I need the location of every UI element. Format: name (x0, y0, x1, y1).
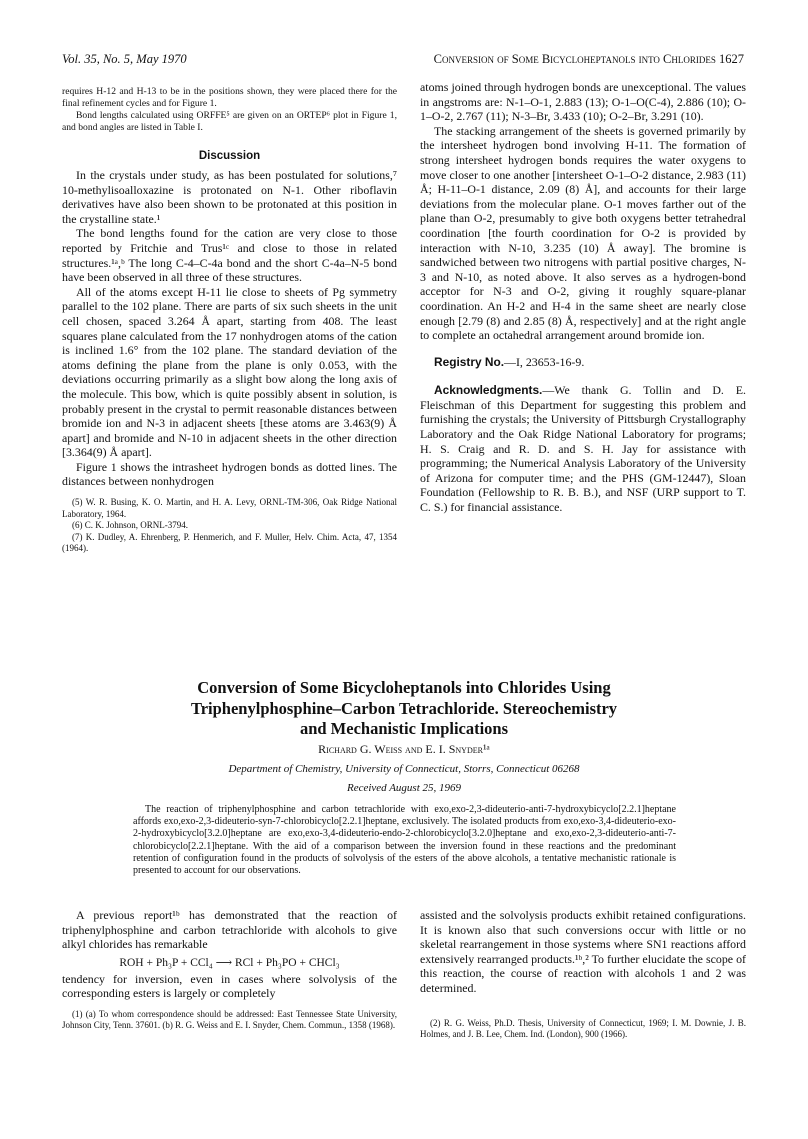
registry-value: —I, 23653-16-9. (504, 354, 585, 369)
registry-number (420, 355, 746, 370)
article-authors: Richard G. Weiss and E. I. Snyder¹ᵃ (318, 742, 490, 756)
stacking-paragraph: The stacking arrangement of the sheets is governed primarily by the intersheet hydrogen bond involving H-11. The formation of strong intersheet hydrogen bonds requires the water oxygens to move closer to one another [intersheet O-1–O-2 distance, 2.983 (11) Å; H-11–O-1 distance, 2.09 (8) Å], and accounts for their large deviations from the molecular plane. O-1 moves farther out of the plane than O-2, presumably to give both oxygens better tetrahedral coordination [the fourth coordination for O-2 is provided by interaction with N-10, 3.235 (10) Å away]. The bromine is sandwiched between two nitrogens with partial positive charges, N-3 and N-10, as noted above. It also serves as a hydrogen-bond acceptor for N-3 and O-2, giving it roughly square-planar coordination. An H-2 and H-4 in the same sheet are nearly close enough [2.79 (8) and 2.85 (8) Å, respectively] and at the right angle to complete an octahedral arrangement around bromide ion. (420, 123, 746, 343)
title-line-2: Triphenylphosphine–Carbon Tetrachloride. Stereochemistry (190, 698, 618, 718)
acknowledgments-label: Acknowledgments. (434, 383, 543, 398)
article-abstract: The reaction of triphenylphosphine and carbon tetrachloride with exo,exo-2,3-dideuterio-anti-7-hydroxybicyclo[2.2.1]heptane affords exo,exo-2,3-dideuterio-syn-7-chlorobicyclo[2.2.1]heptane, exclusively. The isolated products from exo,exo-3,4-dideuterio-exo-2-hydroxybicyclo[3.2.0]heptane are exo,exo-3,4-dideuterio-endo-2-chlorobicyclo[3.2.0]heptane and exo,exo-2,3-dideuterio-anti-7-chlorobicyclo[2.2.1]heptane. With the aid of a comparison between the inversion found in these reactions and the predominant retention of configuration found in the products of solvolysis of the esters of the above alcohols, a tentative mechanistic rationale is presented to account for our observations. (133, 804, 676, 877)
running-header (62, 52, 744, 72)
reaction-equation: ROH + Ph₃P + CCl₄ ⟶ RCl + Ph₃PO + CHCl₃ (119, 956, 340, 969)
intro-paragraph: A previous report¹ᵇ has demonstrated that the reaction of triphenylphosphine and carbon tetrachloride with alcohols to give alkyl chlorides has remarkable (62, 908, 397, 952)
intro-paragraph-continued: tendency for inversion, even in cases where solvolysis of the corresponding esters is largely or completely (62, 971, 397, 1001)
title-line-3: and Mechanistic Implications (299, 719, 509, 738)
footnote-1 (62, 1009, 397, 1032)
footnote-2-text: (2) R. G. Weiss, Ph.D. Thesis, University of Connecticut, 1969; I. M. Downie, J. B. Holmes, and J. B. Lee, Chem. Ind. (London), 900 (1966). (420, 1017, 746, 1040)
scope-paragraph: assisted and the solvolysis products exhibit retained configurations. It is known also that such conversions occur with little or no skeletal rearrangement in those systems where SN1 reactions afford extensively rearranged products.¹ᵇ,² To further elucidate the scope of this reaction, the course of reaction with alcohols 1 and 2 was determined. (420, 908, 746, 995)
journal-volume-info: Vol. 35, No. 5, May 1970 (62, 52, 187, 66)
footnote-7: (7) K. Dudley, A. Ehrenberg, P. Henmerich, and F. Muller, Helv. Chim. Acta, 47, 1354 (1964). (62, 531, 397, 554)
footnotes-top-left (62, 497, 397, 555)
bottom-left-column (62, 908, 397, 1032)
hydrogen-bond-values-paragraph: atoms joined through hydrogen bonds are unexceptional. The values in angstroms are: N-1–O-1, 2.883 (13); O-1–O(C-4), 2.886 (10); O-1–O-2, 2.767 (11); N-3–Br, 3.433 (10); O-2–Br, 3.291 (10). (420, 80, 746, 124)
registry-label: Registry No. (434, 354, 505, 369)
footnote-2 (420, 1018, 746, 1041)
author-affiliation: Department of Chemistry, University of Connecticut, Storrs, Connecticut 06268 (228, 763, 580, 775)
top-right-column (420, 80, 746, 515)
acknowledgments (420, 383, 746, 514)
footnote-5: (5) W. R. Busing, K. O. Martin, and H. A. Levy, ORNL-TM-306, Oak Ridge National Laboratory, 1964. (62, 497, 397, 519)
bottom-right-column (420, 908, 746, 1041)
running-title-page-number: Conversion of Some Bicycloheptanols into Chlorides 1627 (433, 52, 744, 66)
footnote-6: (6) C. K. Johnson, ORNL-3794. (72, 520, 188, 531)
received-date: Received August 25, 1969 (346, 782, 462, 794)
discussion-paragraph-2: The bond lengths found for the cation are very close to those reported by Fritchie and Trus¹ᶜ and close to those in related structures.¹ᵃ,ᵇ The long C-4–C-4a bond and the short C-4a–N-5 bond have been observed in all three of these structures. (62, 226, 397, 285)
acknowledgments-text: —We thank G. Tollin and D. E. Fleischman of this Department for suggesting this problem and furnishing the crystals; the University of Pittsburgh Crystallography Laboratory and the Oak Ridge National Laboratory for programs; H. S. Craig and R. D. and S. H. Jay for assistance with programming; the Numerical Analysis Laboratory of the University of Arizona for computer time; and the PHS (GM-12447), Sloan Foundation (Fellowship to R. B. B.), and NSF (URP support to T. C. S.) for financial assistance. (420, 383, 746, 515)
discussion-paragraph-4: Figure 1 shows the intrasheet hydrogen bonds as dotted lines. The distances between nonhydrogen (62, 459, 397, 489)
article-title (60, 678, 748, 740)
top-left-column (62, 86, 397, 555)
discussion-paragraph-3: All of the atoms except H-11 lie close to sheets of Pg symmetry parallel to the 102 plane. There are parts of six such sheets in the unit cell chosen, spaced 3.264 Å apart, starting from 408. The least squares plane calculated from the 17 nonhydrogen atoms of the cation is inclined 1.6° from the 102 plane. The standard deviation of the atoms defining the plane from the plane is only 0.053, with the deviations occurring primarily as a slight bow along the long axis of the molecule. This bow, which is quite possibly absent in solution, is probably present in the crystal to permit reasonable distances between bromide ion and N-3 in adjacent sheets [these atoms are 3.463(9) Å apart] and bromide and N-10 in adjacent sheets in the other direction [3.364(9) Å apart]. (62, 284, 397, 460)
section-heading-discussion: Discussion (198, 150, 261, 162)
discussion-paragraph-1: In the crystals under study, as has been postulated for solutions,⁷ 10-methylisoalloxazine is protonated on N-1. Other riboflavin derivatives have also been shown to be protonated at this position in the crystalline state.¹ (62, 168, 397, 226)
continued-paragraph: requires H-12 and H-13 to be in the positions shown, they were placed there for the final refinement cycles and for Figure 1. (62, 86, 397, 109)
bond-lengths-paragraph: Bond lengths calculated using ORFFE⁵ are given on an ORTEP⁶ plot in Figure 1, and bond angles are listed in Table I. (62, 110, 397, 133)
footnote-1-text: (1) (a) To whom correspondence should be addressed: East Tennessee State University, Johnson City, Tenn. 37601. (b) R. G. Weiss and E. I. Snyder, Chem. Commun., 1358 (1968). (62, 1008, 397, 1031)
title-line-1: Conversion of Some Bicycloheptanols into Chlorides Using (197, 678, 611, 697)
